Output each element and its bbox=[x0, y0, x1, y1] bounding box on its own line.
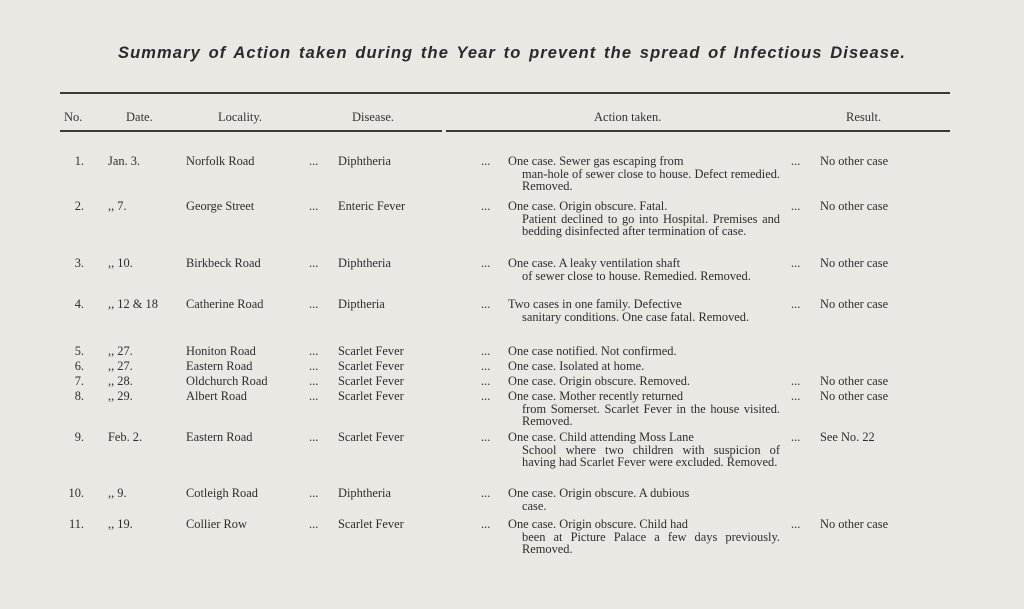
entry-locality: Norfolk Road bbox=[186, 154, 255, 168]
entry-disease: Diptheria bbox=[338, 297, 385, 311]
entry-date: ,, 19. bbox=[108, 517, 133, 531]
header-no: No. bbox=[64, 110, 83, 124]
entry-disease: Scarlet Fever bbox=[338, 359, 404, 373]
header-bottom-rule-right bbox=[446, 130, 950, 132]
leader-dots: ... bbox=[481, 256, 491, 270]
action-continuation: man-hole of sewer close to house. Defect remedied. Removed. bbox=[522, 166, 780, 193]
action-first-line: One case. Child attending Moss Lane bbox=[508, 430, 694, 444]
entry-locality: Oldchurch Road bbox=[186, 374, 268, 388]
entry-result: See No. 22 bbox=[820, 430, 875, 444]
header-date: Date. bbox=[126, 110, 153, 124]
entry-locality: Albert Road bbox=[186, 389, 247, 403]
leader-dots: ... bbox=[791, 517, 801, 531]
entry-action bbox=[508, 257, 780, 282]
entry-number: 3. bbox=[74, 256, 84, 270]
action-first-line: One case. Isolated at home. bbox=[508, 359, 645, 373]
leader-dots: ... bbox=[481, 389, 491, 403]
entry-result: No other case bbox=[820, 517, 889, 531]
action-first-line: One case. Sewer gas escaping from bbox=[508, 154, 684, 168]
entry-date: ,, 12 & 18 bbox=[108, 297, 158, 311]
leader-dots: ... bbox=[481, 297, 491, 311]
entry-disease: Enteric Fever bbox=[338, 199, 406, 213]
entry-result: No other case bbox=[820, 154, 889, 168]
entry-date: Jan. 3. bbox=[108, 154, 141, 168]
action-first-line: One case notified. Not confirmed. bbox=[508, 344, 677, 358]
action-first-line: One case. Origin obscure. Removed. bbox=[508, 374, 691, 388]
entry-locality: Honiton Road bbox=[186, 344, 256, 358]
entry-locality: Collier Row bbox=[186, 517, 247, 531]
entry-disease: Diphtheria bbox=[338, 154, 391, 168]
entry-locality: Eastern Road bbox=[186, 430, 253, 444]
entry-date: ,, 9. bbox=[108, 486, 127, 500]
header-top-rule bbox=[60, 92, 950, 94]
leader-dots: ... bbox=[309, 154, 319, 168]
entry-number: 2. bbox=[74, 199, 84, 213]
entry-date: ,, 10. bbox=[108, 256, 133, 270]
leader-dots: ... bbox=[481, 486, 491, 500]
action-continuation: from Somerset. Scarlet Fever in the house visited. Removed. bbox=[522, 401, 780, 428]
entry-locality: Birkbeck Road bbox=[186, 256, 261, 270]
entry-date: ,, 27. bbox=[108, 359, 133, 373]
entry-date: ,, 27. bbox=[108, 344, 133, 358]
entry-result: No other case bbox=[820, 256, 889, 270]
leader-dots: ... bbox=[481, 430, 491, 444]
entry-action bbox=[508, 155, 780, 193]
action-first-line: One case. A leaky ventilation shaft bbox=[508, 256, 681, 270]
entry-locality: Eastern Road bbox=[186, 359, 253, 373]
entry-number: 9. bbox=[74, 430, 84, 444]
page-title: Summary of Action taken during the Year to prevent the spread of Infectious Disease. bbox=[117, 44, 907, 62]
action-first-line: Two cases in one family. Defective bbox=[508, 297, 682, 311]
leader-dots: ... bbox=[481, 199, 491, 213]
entry-result: No other case bbox=[820, 389, 889, 403]
leader-dots: ... bbox=[791, 256, 801, 270]
entry-action bbox=[508, 360, 780, 373]
entry-locality: George Street bbox=[186, 199, 255, 213]
entry-action bbox=[508, 345, 780, 358]
entry-disease: Diphtheria bbox=[338, 486, 391, 500]
entry-date: ,, 29. bbox=[108, 389, 133, 403]
entry-number: 7. bbox=[74, 374, 84, 388]
action-continuation: sanitary conditions. One case fatal. Removed. bbox=[522, 309, 750, 324]
entry-date: ,, 28. bbox=[108, 374, 133, 388]
entry-disease: Scarlet Fever bbox=[338, 344, 404, 358]
leader-dots: ... bbox=[791, 430, 801, 444]
entry-action bbox=[508, 200, 780, 238]
entry-number: 1. bbox=[74, 154, 84, 168]
entry-action bbox=[508, 390, 780, 428]
leader-dots: ... bbox=[791, 297, 801, 311]
entry-action bbox=[508, 431, 780, 469]
action-continuation: been at Picture Palace a few days previously. Removed. bbox=[522, 529, 780, 556]
entry-result: No other case bbox=[820, 374, 889, 388]
entry-number: 8. bbox=[74, 389, 84, 403]
action-first-line: One case. Origin obscure. Fatal. bbox=[508, 199, 668, 213]
entry-number: 6. bbox=[74, 359, 84, 373]
leader-dots: ... bbox=[309, 199, 319, 213]
leader-dots: ... bbox=[309, 389, 319, 403]
entry-disease: Scarlet Fever bbox=[338, 374, 404, 388]
entry-number: 10. bbox=[68, 486, 84, 500]
action-first-line: One case. Mother recently returned bbox=[508, 389, 684, 403]
entry-disease: Diphtheria bbox=[338, 256, 391, 270]
entry-locality: Catherine Road bbox=[186, 297, 264, 311]
entry-date: ,, 7. bbox=[108, 199, 127, 213]
entry-disease: Scarlet Fever bbox=[338, 430, 404, 444]
entry-locality: Cotleigh Road bbox=[186, 486, 258, 500]
entry-number: 11. bbox=[68, 517, 84, 531]
leader-dots: ... bbox=[481, 359, 491, 373]
entry-disease: Scarlet Fever bbox=[338, 517, 404, 531]
header-disease: Disease. bbox=[352, 110, 394, 124]
leader-dots: ... bbox=[791, 389, 801, 403]
entry-number: 5. bbox=[74, 344, 84, 358]
action-continuation: Patient declined to go into Hospital. Premises and bedding disinfected after termination of case. bbox=[522, 211, 780, 238]
leader-dots: ... bbox=[791, 154, 801, 168]
leader-dots: ... bbox=[309, 359, 319, 373]
leader-dots: ... bbox=[309, 430, 319, 444]
action-continuation: School where two children with suspicion of having had Scarlet Fever were excluded. Removed. bbox=[522, 442, 780, 469]
leader-dots: ... bbox=[481, 344, 491, 358]
leader-dots: ... bbox=[309, 374, 319, 388]
entry-action bbox=[508, 375, 780, 388]
header-bottom-rule-left bbox=[60, 130, 442, 132]
action-continuation: case. bbox=[522, 498, 547, 513]
leader-dots: ... bbox=[481, 154, 491, 168]
entry-action bbox=[508, 487, 780, 512]
header-locality: Locality. bbox=[218, 110, 262, 124]
entry-date: Feb. 2. bbox=[108, 430, 143, 444]
leader-dots: ... bbox=[309, 517, 319, 531]
leader-dots: ... bbox=[309, 256, 319, 270]
header-result: Result. bbox=[846, 110, 882, 124]
action-continuation: of sewer close to house. Remedied. Removed. bbox=[522, 268, 751, 283]
action-first-line: One case. Origin obscure. Child had bbox=[508, 517, 688, 531]
leader-dots: ... bbox=[791, 374, 801, 388]
entry-number: 4. bbox=[74, 297, 84, 311]
leader-dots: ... bbox=[309, 486, 319, 500]
leader-dots: ... bbox=[791, 199, 801, 213]
entry-action bbox=[508, 518, 780, 556]
leader-dots: ... bbox=[481, 517, 491, 531]
leader-dots: ... bbox=[309, 297, 319, 311]
header-action: Action taken. bbox=[594, 110, 662, 124]
leader-dots: ... bbox=[481, 374, 491, 388]
entry-action bbox=[508, 298, 780, 323]
entry-disease: Scarlet Fever bbox=[338, 389, 404, 403]
entry-result: No other case bbox=[820, 199, 889, 213]
action-first-line: One case. Origin obscure. A dubious bbox=[508, 486, 690, 500]
leader-dots: ... bbox=[309, 344, 319, 358]
entry-result: No other case bbox=[820, 297, 889, 311]
